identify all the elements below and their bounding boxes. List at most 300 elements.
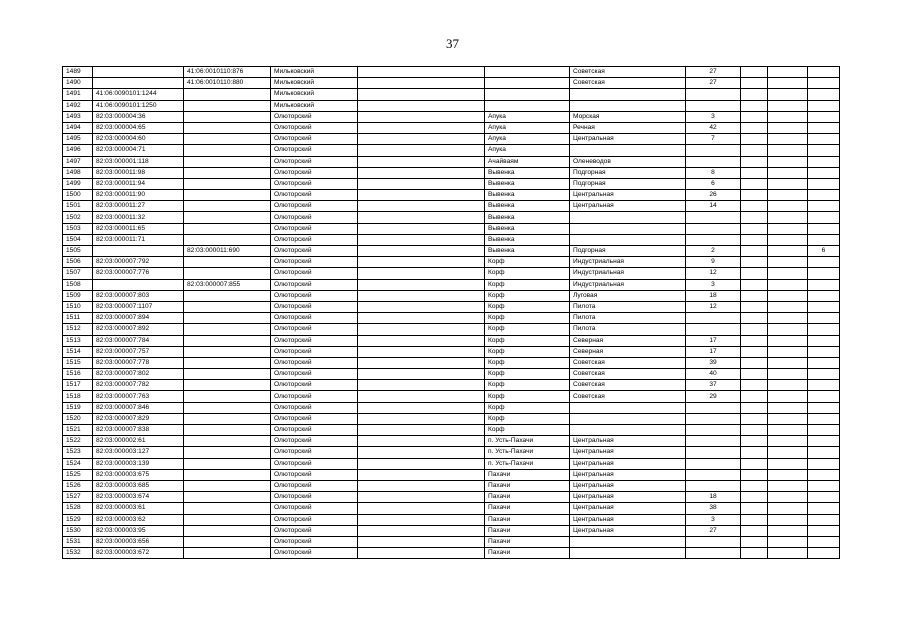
column-10-cell (768, 134, 808, 145)
table-row (63, 100, 840, 111)
locality-cell: Корф (485, 301, 570, 312)
house-number-cell: 2 (686, 246, 741, 257)
row-number-cell: 1523 (63, 447, 93, 458)
column-5-cell (358, 122, 485, 133)
column-11-cell (808, 525, 840, 536)
row-number-cell: 1498 (63, 167, 93, 178)
house-number-cell: 26 (686, 190, 741, 201)
cadastral-number-alt-cell (184, 458, 271, 469)
column-10-cell (768, 156, 808, 167)
street-cell: Центральная (570, 201, 686, 212)
row-number-cell: 1492 (63, 100, 93, 111)
locality-cell (485, 67, 570, 78)
cadastral-number-alt-cell (184, 480, 271, 491)
column-9-cell (741, 391, 768, 402)
column-10-cell (768, 492, 808, 503)
column-5-cell (358, 156, 485, 167)
house-number-cell (686, 324, 741, 335)
table-row (63, 246, 840, 257)
table-row (63, 290, 840, 301)
column-9-cell (741, 402, 768, 413)
column-11-cell (808, 324, 840, 335)
cadastral-number-cell: 82:03:000007:778 (93, 357, 184, 368)
locality-cell: Апука (485, 122, 570, 133)
column-5-cell (358, 536, 485, 547)
table-row (63, 402, 840, 413)
cadastral-number-alt-cell (184, 514, 271, 525)
column-9-cell (741, 178, 768, 189)
table-row (63, 346, 840, 357)
street-cell (570, 212, 686, 223)
cadastral-number-alt-cell (184, 447, 271, 458)
row-number-cell: 1514 (63, 346, 93, 357)
column-11-cell (808, 492, 840, 503)
column-11-cell (808, 268, 840, 279)
district-cell: Олюторский (271, 313, 358, 324)
district-cell: Олюторский (271, 257, 358, 268)
column-10-cell (768, 67, 808, 78)
cadastral-number-alt-cell (184, 391, 271, 402)
district-cell: Олюторский (271, 492, 358, 503)
table-row (63, 268, 840, 279)
column-5-cell (358, 525, 485, 536)
house-number-cell: 17 (686, 346, 741, 357)
column-10-cell (768, 246, 808, 257)
cadastral-number-cell: 82:03:000007:838 (93, 425, 184, 436)
column-5-cell (358, 111, 485, 122)
column-11-cell (808, 536, 840, 547)
street-cell: Пилота (570, 301, 686, 312)
column-5-cell (358, 514, 485, 525)
street-cell (570, 402, 686, 413)
column-11-cell (808, 190, 840, 201)
column-11-cell (808, 234, 840, 245)
column-5-cell (358, 436, 485, 447)
street-cell: Советская (570, 67, 686, 78)
row-number-cell: 1503 (63, 223, 93, 234)
street-cell: Центральная (570, 190, 686, 201)
district-cell: Олюторский (271, 234, 358, 245)
table-row (63, 458, 840, 469)
row-number-cell: 1506 (63, 257, 93, 268)
house-number-cell: 29 (686, 391, 741, 402)
street-cell: Подгорная (570, 178, 686, 189)
district-cell: Олюторский (271, 178, 358, 189)
locality-cell: Корф (485, 313, 570, 324)
cadastral-number-alt-cell (184, 324, 271, 335)
row-number-cell: 1497 (63, 156, 93, 167)
column-10-cell (768, 190, 808, 201)
column-9-cell (741, 212, 768, 223)
row-number-cell: 1527 (63, 492, 93, 503)
row-number-cell: 1491 (63, 89, 93, 100)
column-11-cell (808, 145, 840, 156)
column-5-cell (358, 100, 485, 111)
district-cell: Олюторский (271, 156, 358, 167)
table-row (63, 335, 840, 346)
column-11-cell (808, 357, 840, 368)
district-cell: Олюторский (271, 436, 358, 447)
column-9-cell (741, 279, 768, 290)
street-cell: Подгорная (570, 246, 686, 257)
district-cell: Олюторский (271, 413, 358, 424)
locality-cell: Пахачи (485, 548, 570, 559)
locality-cell: Вывенка (485, 167, 570, 178)
column-10-cell (768, 201, 808, 212)
row-number-cell: 1521 (63, 425, 93, 436)
district-cell: Олюторский (271, 548, 358, 559)
column-5-cell (358, 167, 485, 178)
cadastral-number-cell: 82:03:000003:685 (93, 480, 184, 491)
district-cell: Олюторский (271, 324, 358, 335)
column-10-cell (768, 111, 808, 122)
cadastral-number-cell: 82:03:000011:32 (93, 212, 184, 223)
house-number-cell: 27 (686, 67, 741, 78)
cadastral-number-alt-cell (184, 257, 271, 268)
column-5-cell (358, 268, 485, 279)
locality-cell: Апука (485, 134, 570, 145)
column-5-cell (358, 223, 485, 234)
house-number-cell: 39 (686, 357, 741, 368)
district-cell: Олюторский (271, 223, 358, 234)
locality-cell: Корф (485, 391, 570, 402)
row-number-cell: 1495 (63, 134, 93, 145)
column-11-cell (808, 257, 840, 268)
district-cell: Олюторский (271, 402, 358, 413)
street-cell (570, 413, 686, 424)
column-11-cell: 6 (808, 246, 840, 257)
column-5-cell (358, 313, 485, 324)
cadastral-number-alt-cell: 82:03:000011:690 (184, 246, 271, 257)
column-5-cell (358, 190, 485, 201)
column-5-cell (358, 279, 485, 290)
cadastral-number-cell: 82:03:000011:27 (93, 201, 184, 212)
row-number-cell: 1499 (63, 178, 93, 189)
column-11-cell (808, 447, 840, 458)
house-number-cell (686, 436, 741, 447)
house-number-cell (686, 223, 741, 234)
column-9-cell (741, 548, 768, 559)
street-cell: Советская (570, 380, 686, 391)
cadastral-number-alt-cell (184, 436, 271, 447)
street-cell: Советская (570, 78, 686, 89)
street-cell: Центральная (570, 447, 686, 458)
column-9-cell (741, 145, 768, 156)
cadastral-number-alt-cell (184, 212, 271, 223)
cadastral-number-cell: 82:03:000007:792 (93, 257, 184, 268)
table-row (63, 413, 840, 424)
district-cell: Олюторский (271, 212, 358, 223)
cadastral-number-alt-cell (184, 536, 271, 547)
table-row (63, 111, 840, 122)
cadastral-number-cell: 82:03:000011:90 (93, 190, 184, 201)
table-row (63, 89, 840, 100)
district-cell: Олюторский (271, 514, 358, 525)
cadastral-number-alt-cell (184, 492, 271, 503)
column-10-cell (768, 290, 808, 301)
column-5-cell (358, 324, 485, 335)
column-5-cell (358, 67, 485, 78)
locality-cell: Корф (485, 346, 570, 357)
house-number-cell: 17 (686, 335, 741, 346)
table-row (63, 480, 840, 491)
row-number-cell: 1516 (63, 369, 93, 380)
table-row (63, 380, 840, 391)
house-number-cell: 27 (686, 525, 741, 536)
cadastral-number-cell: 82:03:000003:127 (93, 447, 184, 458)
cadastral-number-alt-cell (184, 178, 271, 189)
cadastral-number-alt-cell (184, 425, 271, 436)
locality-cell: Вывенка (485, 190, 570, 201)
district-cell: Олюторский (271, 458, 358, 469)
row-number-cell: 1526 (63, 480, 93, 491)
cadastral-number-cell: 82:03:000007:894 (93, 313, 184, 324)
column-9-cell (741, 436, 768, 447)
street-cell (570, 100, 686, 111)
district-cell: Олюторский (271, 290, 358, 301)
column-5-cell (358, 391, 485, 402)
house-number-cell: 9 (686, 257, 741, 268)
district-cell: Олюторский (271, 145, 358, 156)
column-11-cell (808, 134, 840, 145)
column-9-cell (741, 134, 768, 145)
district-cell: Олюторский (271, 190, 358, 201)
column-11-cell (808, 122, 840, 133)
column-9-cell (741, 313, 768, 324)
table-row (63, 525, 840, 536)
locality-cell: Пахачи (485, 514, 570, 525)
street-cell: Центральная (570, 134, 686, 145)
column-11-cell (808, 402, 840, 413)
column-5-cell (358, 257, 485, 268)
column-9-cell (741, 447, 768, 458)
street-cell: Центральная (570, 436, 686, 447)
column-10-cell (768, 436, 808, 447)
locality-cell: Апука (485, 145, 570, 156)
locality-cell: Корф (485, 257, 570, 268)
column-9-cell (741, 257, 768, 268)
column-11-cell (808, 335, 840, 346)
table-row (63, 67, 840, 78)
street-cell: Луговая (570, 290, 686, 301)
table-row (63, 156, 840, 167)
column-11-cell (808, 301, 840, 312)
column-9-cell (741, 369, 768, 380)
column-10-cell (768, 536, 808, 547)
column-9-cell (741, 234, 768, 245)
locality-cell: п. Усть-Пахачи (485, 458, 570, 469)
column-11-cell (808, 201, 840, 212)
column-10-cell (768, 447, 808, 458)
row-number-cell: 1509 (63, 290, 93, 301)
column-10-cell (768, 78, 808, 89)
cadastral-number-alt-cell (184, 369, 271, 380)
row-number-cell: 1512 (63, 324, 93, 335)
cadastral-number-alt-cell: 41:06:0010110:876 (184, 67, 271, 78)
cadastral-number-alt-cell (184, 122, 271, 133)
street-cell (570, 223, 686, 234)
cadastral-number-alt-cell (184, 156, 271, 167)
column-9-cell (741, 290, 768, 301)
row-number-cell: 1519 (63, 402, 93, 413)
house-number-cell (686, 413, 741, 424)
locality-cell: Вывенка (485, 212, 570, 223)
row-number-cell: 1493 (63, 111, 93, 122)
cadastral-number-cell: 82:03:000011:71 (93, 234, 184, 245)
cadastral-number-alt-cell (184, 357, 271, 368)
house-number-cell: 7 (686, 134, 741, 145)
cadastral-number-cell: 82:03:000004:65 (93, 122, 184, 133)
column-9-cell (741, 156, 768, 167)
table-row (63, 391, 840, 402)
table-row (63, 503, 840, 514)
column-9-cell (741, 67, 768, 78)
column-10-cell (768, 301, 808, 312)
column-9-cell (741, 89, 768, 100)
column-9-cell (741, 514, 768, 525)
cadastral-number-cell: 82:03:000004:71 (93, 145, 184, 156)
row-number-cell: 1529 (63, 514, 93, 525)
row-number-cell: 1517 (63, 380, 93, 391)
street-cell (570, 548, 686, 559)
house-number-cell: 8 (686, 167, 741, 178)
column-9-cell (741, 324, 768, 335)
column-9-cell (741, 335, 768, 346)
house-number-cell: 37 (686, 380, 741, 391)
column-11-cell (808, 436, 840, 447)
locality-cell (485, 78, 570, 89)
column-5-cell (358, 145, 485, 156)
house-number-cell: 38 (686, 503, 741, 514)
district-cell: Олюторский (271, 134, 358, 145)
column-9-cell (741, 301, 768, 312)
column-10-cell (768, 503, 808, 514)
cadastral-number-alt-cell (184, 234, 271, 245)
district-cell: Олюторский (271, 357, 358, 368)
locality-cell: Вывенка (485, 201, 570, 212)
column-5-cell (358, 335, 485, 346)
table-row (63, 313, 840, 324)
locality-cell: п. Усть-Пахачи (485, 447, 570, 458)
cadastral-number-alt-cell: 41:06:0010110:880 (184, 78, 271, 89)
district-cell: Олюторский (271, 469, 358, 480)
table-row (63, 167, 840, 178)
column-11-cell (808, 156, 840, 167)
house-number-cell (686, 548, 741, 559)
cadastral-number-cell: 82:03:000007:776 (93, 268, 184, 279)
district-cell: Олюторский (271, 503, 358, 514)
house-number-cell (686, 100, 741, 111)
house-number-cell: 3 (686, 111, 741, 122)
column-10-cell (768, 391, 808, 402)
column-10-cell (768, 234, 808, 245)
locality-cell: Пахачи (485, 536, 570, 547)
table-row (63, 492, 840, 503)
row-number-cell: 1513 (63, 335, 93, 346)
table-row (63, 436, 840, 447)
column-5-cell (358, 78, 485, 89)
cadastral-number-alt-cell (184, 525, 271, 536)
cadastral-number-alt-cell (184, 89, 271, 100)
table-row (63, 234, 840, 245)
street-cell (570, 425, 686, 436)
district-cell: Мильковский (271, 89, 358, 100)
row-number-cell: 1525 (63, 469, 93, 480)
district-cell: Олюторский (271, 380, 358, 391)
locality-cell: Корф (485, 268, 570, 279)
street-cell: Центральная (570, 492, 686, 503)
district-cell: Олюторский (271, 279, 358, 290)
locality-cell: Пахачи (485, 480, 570, 491)
street-cell: Центральная (570, 469, 686, 480)
locality-cell: Корф (485, 369, 570, 380)
column-5-cell (358, 503, 485, 514)
district-cell: Олюторский (271, 346, 358, 357)
column-11-cell (808, 178, 840, 189)
locality-cell: Корф (485, 413, 570, 424)
locality-cell: п. Усть-Пахачи (485, 436, 570, 447)
column-9-cell (741, 413, 768, 424)
district-cell: Олюторский (271, 246, 358, 257)
cadastral-number-cell: 82:03:000011:94 (93, 178, 184, 189)
house-number-cell: 18 (686, 290, 741, 301)
street-cell: Речная (570, 122, 686, 133)
house-number-cell (686, 156, 741, 167)
column-10-cell (768, 335, 808, 346)
column-9-cell (741, 469, 768, 480)
locality-cell: Вывенка (485, 234, 570, 245)
cadastral-number-cell: 82:03:000007:802 (93, 369, 184, 380)
cadastral-number-alt-cell (184, 167, 271, 178)
row-number-cell: 1515 (63, 357, 93, 368)
locality-cell: Апука (485, 111, 570, 122)
column-10-cell (768, 514, 808, 525)
column-9-cell (741, 100, 768, 111)
column-10-cell (768, 548, 808, 559)
column-5-cell (358, 212, 485, 223)
column-5-cell (358, 402, 485, 413)
column-5-cell (358, 469, 485, 480)
street-cell: Индустриальная (570, 279, 686, 290)
house-number-cell: 3 (686, 514, 741, 525)
column-5-cell (358, 178, 485, 189)
street-cell: Северная (570, 346, 686, 357)
column-10-cell (768, 402, 808, 413)
cadastral-number-alt-cell (184, 380, 271, 391)
street-cell (570, 536, 686, 547)
cadastral-number-alt-cell (184, 346, 271, 357)
locality-cell: Корф (485, 324, 570, 335)
table-row (63, 369, 840, 380)
column-10-cell (768, 458, 808, 469)
column-10-cell (768, 413, 808, 424)
column-10-cell (768, 279, 808, 290)
column-9-cell (741, 380, 768, 391)
column-9-cell (741, 346, 768, 357)
column-11-cell (808, 380, 840, 391)
column-9-cell (741, 223, 768, 234)
column-10-cell (768, 268, 808, 279)
cadastral-number-cell: 82:03:000003:656 (93, 536, 184, 547)
cadastral-number-cell: 82:03:000007:892 (93, 324, 184, 335)
column-11-cell (808, 369, 840, 380)
table-row (63, 447, 840, 458)
column-10-cell (768, 167, 808, 178)
column-9-cell (741, 525, 768, 536)
row-number-cell: 1502 (63, 212, 93, 223)
column-11-cell (808, 313, 840, 324)
column-10-cell (768, 380, 808, 391)
